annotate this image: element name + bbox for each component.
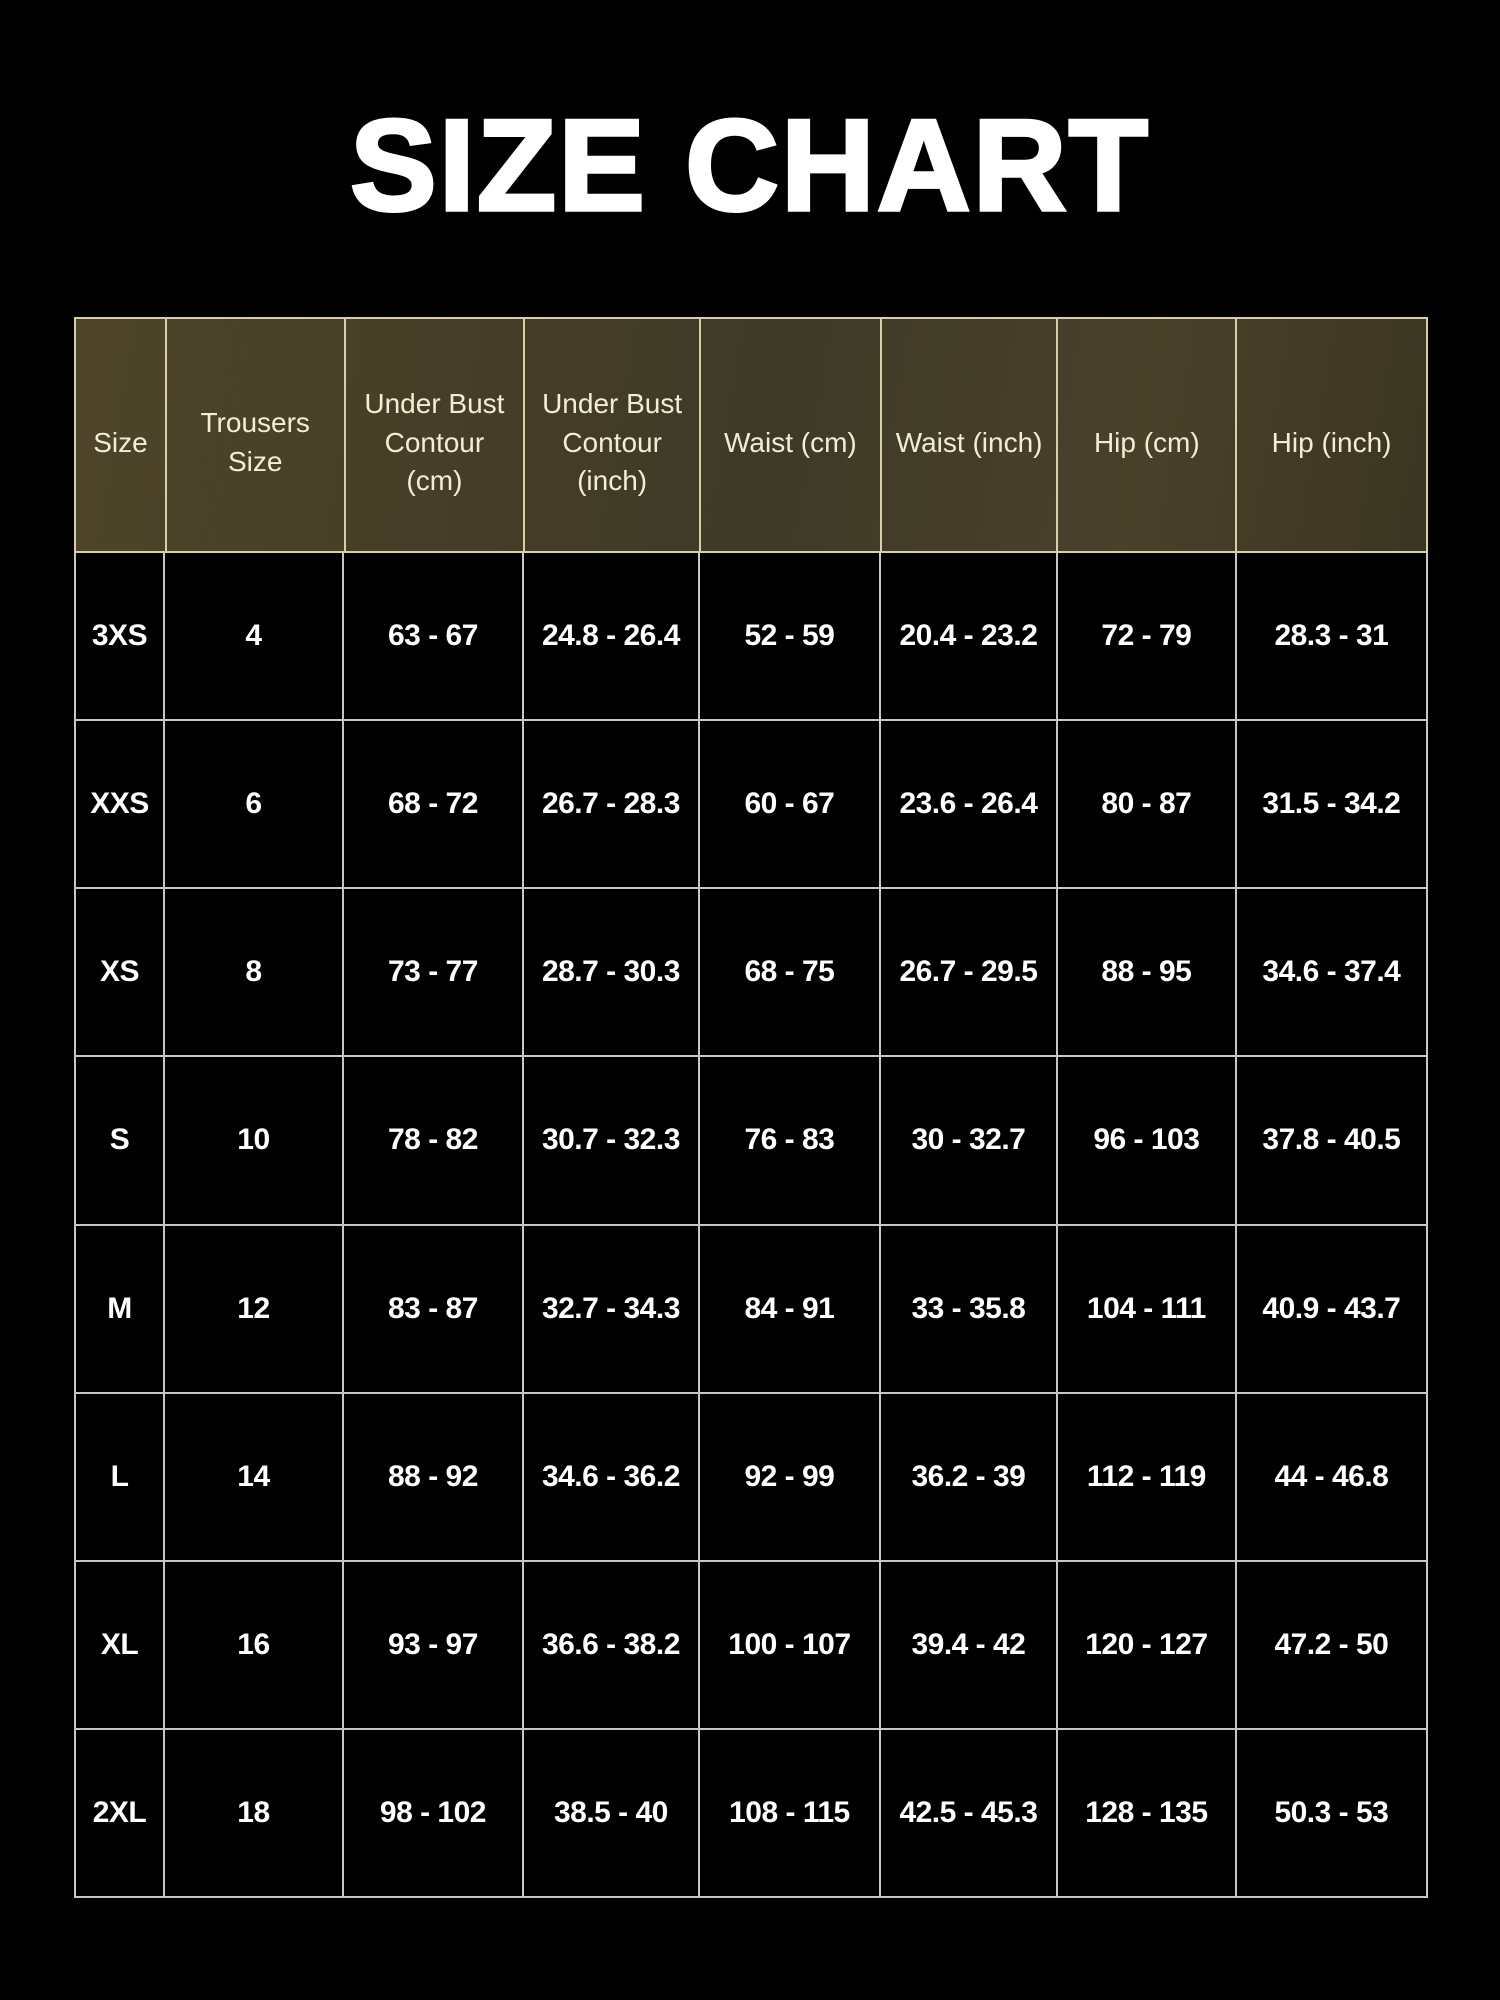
table-cell: 18 <box>165 1730 344 1898</box>
table-cell: 6 <box>165 721 344 889</box>
table-cell: 60 - 67 <box>700 721 881 889</box>
table-cell: 98 - 102 <box>344 1730 524 1898</box>
size-label-cell: S <box>74 1057 165 1225</box>
size-chart-table <box>74 317 1428 1898</box>
size-label-cell: L <box>74 1394 165 1562</box>
table-cell: 10 <box>165 1057 344 1225</box>
size-label-cell: XS <box>74 889 165 1057</box>
table-cell: 34.6 - 37.4 <box>1237 889 1428 1057</box>
table-cell: 33 - 35.8 <box>881 1226 1058 1394</box>
table-body <box>74 553 1428 1898</box>
header-cell-size: Size <box>75 318 166 552</box>
table-cell: 96 - 103 <box>1058 1057 1237 1225</box>
table-cell: 92 - 99 <box>700 1394 881 1562</box>
table-cell: 104 - 111 <box>1058 1226 1237 1394</box>
table-cell: 83 - 87 <box>344 1226 524 1394</box>
size-label-cell: 2XL <box>74 1730 165 1898</box>
table-cell: 68 - 75 <box>700 889 881 1057</box>
table-cell: 120 - 127 <box>1058 1562 1237 1730</box>
table-cell: 68 - 72 <box>344 721 524 889</box>
table-cell: 14 <box>165 1394 344 1562</box>
table-cell: 30.7 - 32.3 <box>524 1057 700 1225</box>
table-cell: 34.6 - 36.2 <box>524 1394 700 1562</box>
table-cell: 4 <box>165 553 344 721</box>
table-cell: 20.4 - 23.2 <box>881 553 1058 721</box>
table-cell: 30 - 32.7 <box>881 1057 1058 1225</box>
table-cell: 38.5 - 40 <box>524 1730 700 1898</box>
table-cell: 31.5 - 34.2 <box>1237 721 1428 889</box>
table-cell: 72 - 79 <box>1058 553 1237 721</box>
table-cell: 76 - 83 <box>700 1057 881 1225</box>
table-cell: 28.7 - 30.3 <box>524 889 700 1057</box>
table-cell: 73 - 77 <box>344 889 524 1057</box>
table-cell: 80 - 87 <box>1058 721 1237 889</box>
table-cell: 36.2 - 39 <box>881 1394 1058 1562</box>
table-cell: 108 - 115 <box>700 1730 881 1898</box>
table-cell: 23.6 - 26.4 <box>881 721 1058 889</box>
header-cell-waist-inch: Waist (inch) <box>881 318 1058 552</box>
size-label-cell: XL <box>74 1562 165 1730</box>
size-label-cell: M <box>74 1226 165 1394</box>
table-cell: 12 <box>165 1226 344 1394</box>
table-cell: 8 <box>165 889 344 1057</box>
table-cell: 47.2 - 50 <box>1237 1562 1428 1730</box>
table-cell: 16 <box>165 1562 344 1730</box>
header-cell-trousers-size: Trousers Size <box>166 318 345 552</box>
header-cell-under-bust-contour-inch: Under Bust Contour (inch) <box>524 318 700 552</box>
table-cell: 36.6 - 38.2 <box>524 1562 700 1730</box>
table-cell: 26.7 - 29.5 <box>881 889 1058 1057</box>
table-cell: 112 - 119 <box>1058 1394 1237 1562</box>
table-cell: 24.8 - 26.4 <box>524 553 700 721</box>
table-cell: 32.7 - 34.3 <box>524 1226 700 1394</box>
table-cell: 39.4 - 42 <box>881 1562 1058 1730</box>
table-cell: 88 - 95 <box>1058 889 1237 1057</box>
table-cell: 128 - 135 <box>1058 1730 1237 1898</box>
table-cell: 78 - 82 <box>344 1057 524 1225</box>
header-cell-waist-cm: Waist (cm) <box>700 318 881 552</box>
table-cell: 42.5 - 45.3 <box>881 1730 1058 1898</box>
size-label-cell: 3XS <box>74 553 165 721</box>
table-cell: 50.3 - 53 <box>1237 1730 1428 1898</box>
table-header-row <box>74 317 1428 553</box>
table-cell: 100 - 107 <box>700 1562 881 1730</box>
table-cell: 44 - 46.8 <box>1237 1394 1428 1562</box>
table-cell: 93 - 97 <box>344 1562 524 1730</box>
table-cell: 52 - 59 <box>700 553 881 721</box>
page-title: SIZE CHART <box>350 92 1150 238</box>
table-cell: 88 - 92 <box>344 1394 524 1562</box>
table-cell: 37.8 - 40.5 <box>1237 1057 1428 1225</box>
table-cell: 40.9 - 43.7 <box>1237 1226 1428 1394</box>
table-cell: 84 - 91 <box>700 1226 881 1394</box>
header-cell-under-bust-contour-cm: Under Bust Contour (cm) <box>345 318 525 552</box>
header-cell-hip-inch: Hip (inch) <box>1236 318 1427 552</box>
table-cell: 63 - 67 <box>344 553 524 721</box>
size-label-cell: XXS <box>74 721 165 889</box>
header-cell-hip-cm: Hip (cm) <box>1057 318 1236 552</box>
table-cell: 26.7 - 28.3 <box>524 721 700 889</box>
table-cell: 28.3 - 31 <box>1237 553 1428 721</box>
